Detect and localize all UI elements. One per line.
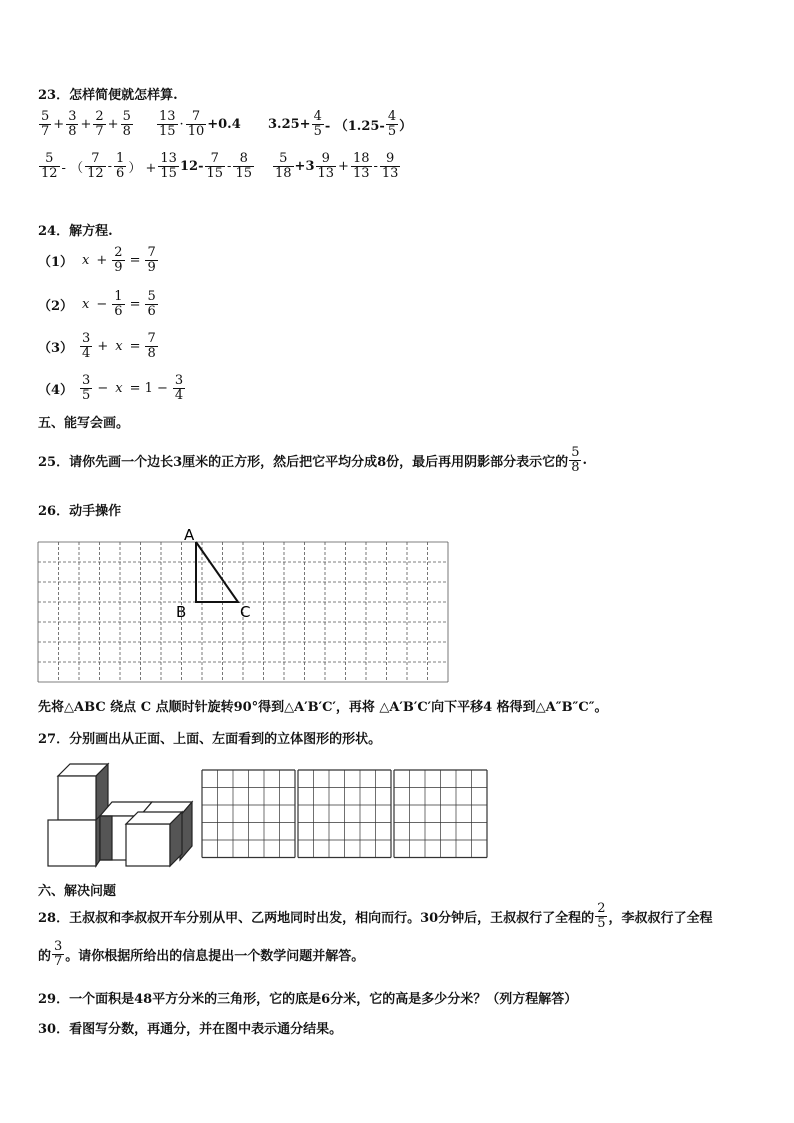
q23-title: 23．怎样简便就怎样算. — [38, 88, 178, 103]
fraction: $\frac{5}{8}$ — [122, 109, 131, 139]
section-five-heading: 五、能写会画。 — [38, 416, 130, 431]
q23-expr-2: 13 15 · 7 10 +0.4 — [159, 109, 241, 139]
q28-line-2: 的 3 7 。请你根据所给出的信息提出一个数学问题并解答。 — [38, 939, 365, 969]
section-six-heading: 六、解决问题 — [38, 884, 117, 899]
view-grid-2 — [298, 770, 391, 858]
q24-title: 24．解方程. — [38, 224, 113, 239]
q26-instruction: 先将△ABC 绕点 C 点顺时针旋转90°得到△A′B′C′，再将 △A′B′C′向下平移4 格得到△A″B″C″。 — [38, 700, 608, 715]
q23-expr-3: 3.25+ $\frac{4}{5}$ - （1.25- 4 5 ） — [268, 109, 413, 139]
fraction: 5 18 — [275, 151, 292, 181]
q24-equation-4: （4） 3 5 − x = 1 − $\frac{3}{4}$ — [38, 373, 184, 403]
fraction: $\frac{4}{5}$ — [313, 109, 322, 139]
fraction: 7 12 — [87, 151, 104, 181]
fraction: 9 13 — [317, 151, 335, 181]
view-grid-3 — [394, 770, 487, 858]
q23-expr-1: 5 7 + $\frac{3}{8}$ + $\frac{2}{7}$ + $\frac{5}{8}$ — [41, 109, 131, 139]
fraction: 4 5 — [387, 109, 397, 139]
label-a: A — [184, 528, 195, 544]
fraction: $\frac{18}{13}$ — [352, 151, 370, 181]
fraction: 8 15 — [235, 151, 252, 181]
fraction: $\frac{13}{15}$ — [160, 151, 177, 181]
q26-grid-diagram — [36, 528, 452, 688]
fraction: 9 13 — [381, 151, 399, 181]
q27-view-grids — [200, 768, 490, 862]
fraction: 5 7 — [41, 109, 50, 139]
fraction: $\frac{3}{8}$ — [68, 109, 77, 139]
fraction: 7 10 — [187, 109, 205, 139]
label-b: B — [176, 603, 187, 621]
fraction: 13 15 — [159, 109, 176, 139]
q24-equation-2: （2） x − $\frac{1}{6}$ = $\frac{5}{6}$ — [38, 289, 156, 319]
fraction: $\frac{2}{7}$ — [95, 109, 104, 139]
label-c: C — [240, 603, 251, 621]
q27-title: 27．分别画出从正面、上面、左面看到的立体图形的形状。 — [38, 732, 382, 747]
q30-text: 30．看图写分数，再通分，并在图中表示通分结果。 — [38, 1022, 343, 1037]
q23-expr-4: 5 12 - （ 7 12 - 1 6 ） + $\frac{13}{15}$ — [41, 151, 177, 181]
q23-expr-6: 5 18 +3 9 13 + $\frac{18}{13}$ - 9 13 — [275, 151, 399, 181]
fraction: 1 6 — [116, 151, 125, 181]
q24-equation-3: （3） 3 4 + x = $\frac{7}{8}$ — [38, 331, 156, 361]
fraction: 5 12 — [41, 151, 58, 181]
q26-title: 26．动手操作 — [38, 504, 122, 519]
q29-text: 29．一个面积是48平方分米的三角形，它的底是6分米，它的高是多少分米？（列方程解答） — [38, 992, 578, 1007]
q25-text: 25．请你先画一个边长3厘米的正方形，然后把它平均分成8份，最后再用阴影部分表示它的 5 8 . — [38, 445, 587, 475]
q23-expr-5: 12- 7 15 - 8 15 — [180, 151, 252, 181]
view-grid-1 — [202, 770, 295, 858]
fraction: 7 15 — [206, 151, 224, 181]
q24-equation-1: （1） x + $\frac{2}{9}$ = $\frac{7}{9}$ — [38, 245, 156, 275]
q28-line-1: 28．王叔叔和李叔叔开车分别从甲、乙两地同时出发，相向而行。30分钟后，王叔叔行了全程的 2 5 ，李叔叔行了全程 — [38, 901, 713, 931]
cube-stack-figure — [40, 756, 200, 874]
